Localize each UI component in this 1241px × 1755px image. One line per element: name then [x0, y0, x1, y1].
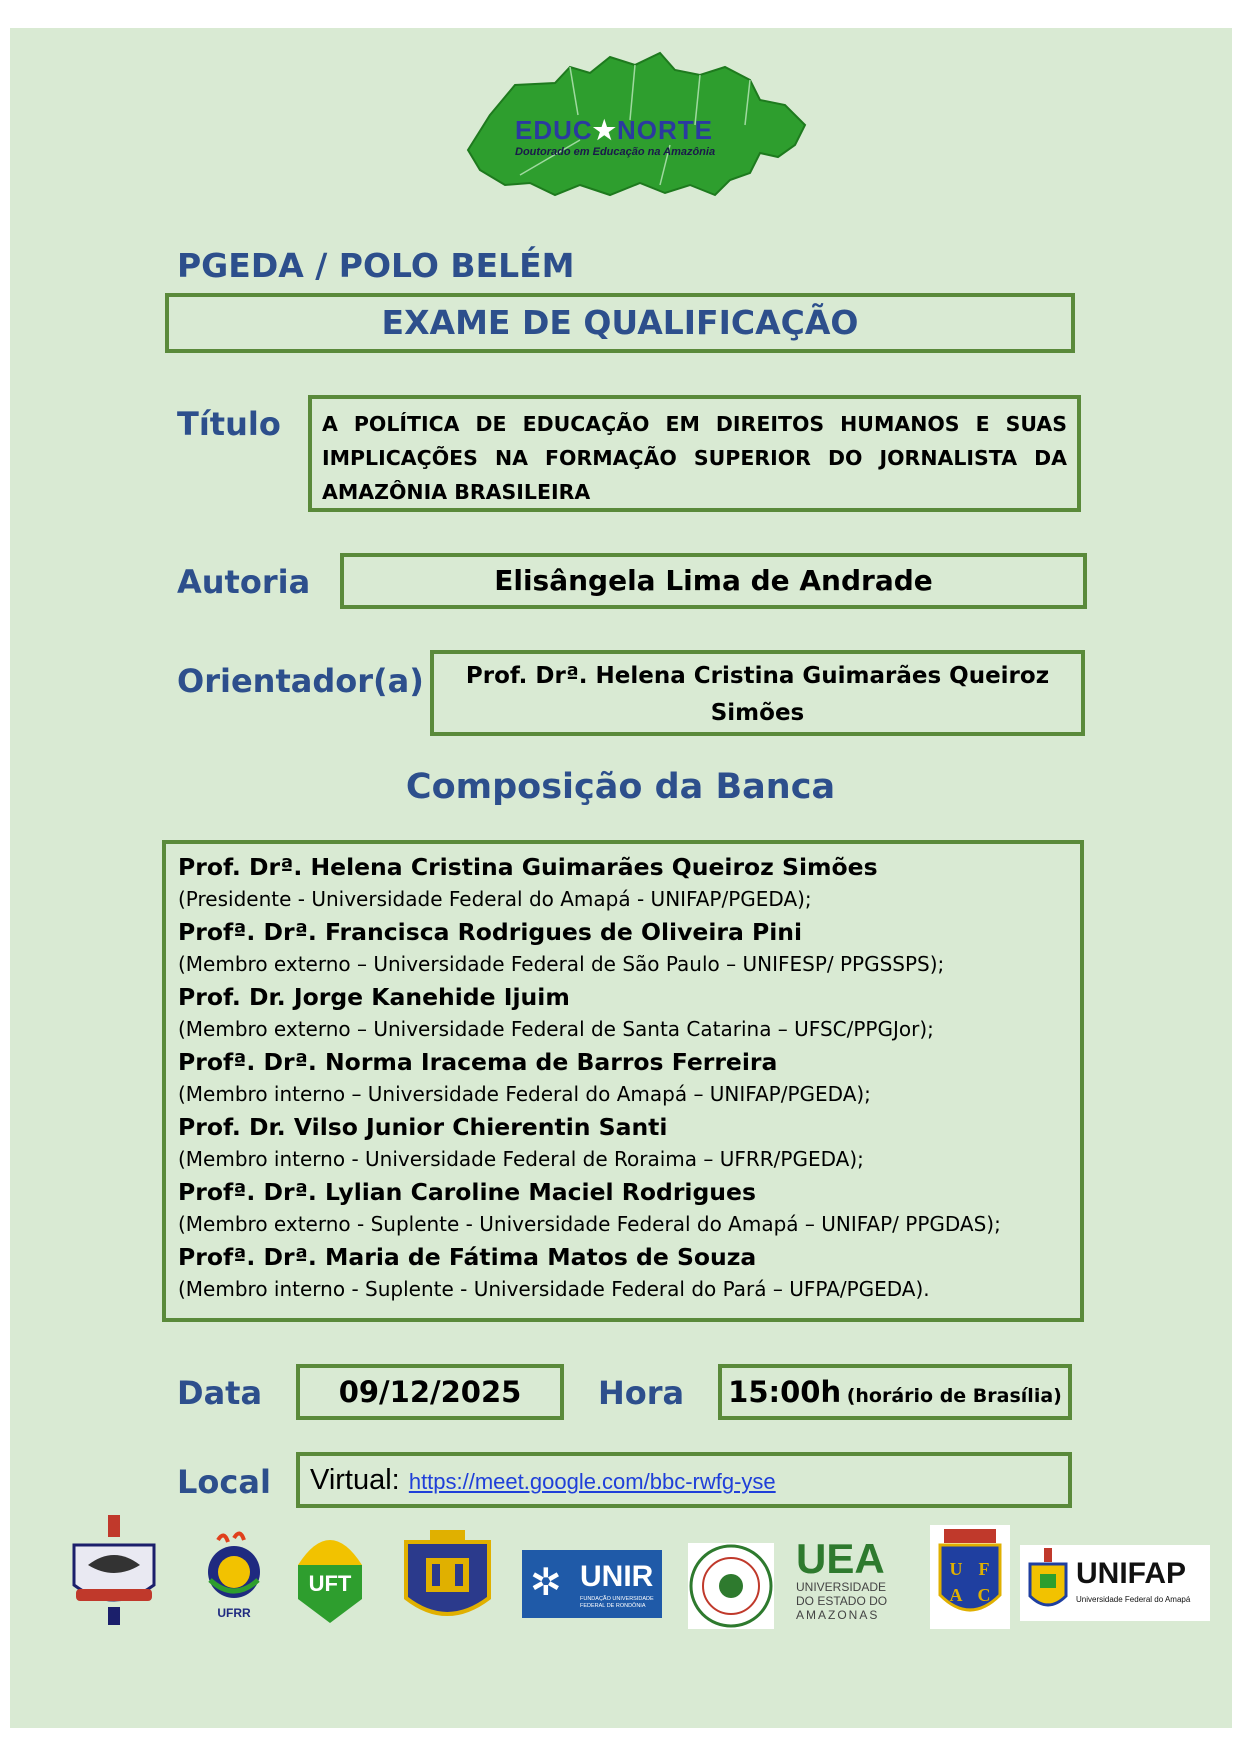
data-value: 09/12/2025	[338, 1375, 522, 1409]
banca-member-name: Prof. Drª. Helena Cristina Guimarães Queiroz Simões	[178, 853, 878, 881]
hora-label: Hora	[598, 1374, 685, 1412]
banca-member-role: (Presidente - Universidade Federal do Amapá - UNIFAP/PGEDA);	[178, 887, 812, 911]
exam-title-box	[165, 293, 1075, 353]
ufac-logo	[930, 1525, 1010, 1629]
banca-member-name: Profª. Drª. Francisca Rodrigues de Oliveira Pini	[178, 918, 803, 946]
banca-member-name: Prof. Dr. Vilso Junior Chierentin Santi	[178, 1113, 668, 1141]
banca-member-3	[178, 982, 1070, 1047]
unir-label: UNIR	[580, 1560, 654, 1593]
ufac-letter-f: F	[978, 1559, 990, 1579]
unifap-label: UNIFAP	[1076, 1557, 1187, 1590]
banca-member-5	[178, 1112, 1070, 1177]
unifap-logo	[1020, 1545, 1210, 1621]
local-label: Local	[177, 1463, 271, 1501]
ufam-seal-logo	[688, 1543, 774, 1629]
hora-box	[718, 1364, 1072, 1420]
uea-sub-3: AMAZONAS	[796, 1608, 880, 1622]
banca-member-1	[178, 852, 1070, 917]
ufac-letter-a: A	[949, 1585, 963, 1605]
hora-content	[722, 1368, 1068, 1421]
exam-title: EXAME DE QUALIFICAÇÃO	[381, 303, 859, 342]
autoria-box	[340, 553, 1087, 609]
ufrr-logo	[198, 1530, 270, 1626]
unir-sub: FUNDAÇÃO UNIVERSIDADE FEDERAL DE RONDÔNIA	[580, 1596, 654, 1609]
uft-label: UFT	[308, 1571, 352, 1596]
meeting-link[interactable]: https://meet.google.com/bbc-rwfg-yse	[408, 1469, 776, 1494]
data-box	[296, 1364, 564, 1420]
hora-note: (horário de Brasília)	[846, 1385, 1062, 1407]
hora-value: 15:00h	[728, 1375, 842, 1409]
logo-subtitle: Doutorado em Educação na Amazônia	[515, 146, 716, 158]
ufac-letter-u: U	[949, 1559, 963, 1579]
educnorte-logo	[460, 45, 830, 205]
banca-member-name: Prof. Dr. Jorge Kanehide Ijuim	[178, 983, 570, 1011]
data-label: Data	[177, 1374, 263, 1412]
ufpa-logo	[68, 1515, 160, 1627]
banca-member-7	[178, 1242, 1070, 1307]
orientador-value: Prof. Drª. Helena Cristina Guimarães Queiroz Simões	[465, 663, 1050, 726]
titulo-box	[308, 395, 1081, 512]
unifap-crest-icon	[1026, 1548, 1070, 1618]
banca-member-name: Profª. Drª. Lylian Caroline Maciel Rodrigues	[178, 1178, 756, 1206]
orientador-label: Orientador(a)	[177, 662, 424, 700]
ifap-crest-logo	[400, 1528, 495, 1628]
titulo-value: A POLÍTICA DE EDUCAÇÃO EM DIREITOS HUMANOS E SUAS IMPLICAÇÕES NA FORMAÇÃO SUPERIOR DO JORNALISTA DA AMAZÔNIA BRASILEIRA	[322, 412, 1067, 504]
banca-member-name: Profª. Drª. Norma Iracema de Barros Ferreira	[178, 1048, 778, 1076]
logo-brand-right: NORTE	[616, 115, 713, 145]
ufrr-label: UFRR	[217, 1606, 251, 1620]
banca-heading: Composição da Banca	[405, 767, 836, 807]
logo-brand-left: EDUC	[515, 115, 593, 145]
uea-sub-1: UNIVERSIDADE	[796, 1580, 887, 1594]
banca-member-6	[178, 1177, 1070, 1242]
banca-member-role: (Membro externo – Universidade Federal de Santa Catarina – UFSC/PPGJor);	[178, 1017, 934, 1041]
unir-logo	[522, 1550, 662, 1618]
star-icon: ★	[592, 115, 617, 145]
banca-member-role: (Membro interno – Universidade Federal do Amapá – UNIFAP/PGEDA);	[178, 1082, 871, 1106]
banca-member-role: (Membro interno - Universidade Federal de Roraima – UFRR/PGEDA);	[178, 1147, 864, 1171]
orientador-box	[430, 650, 1085, 736]
ufac-letter-c: C	[977, 1585, 991, 1605]
local-content	[310, 1456, 1058, 1508]
autoria-value: Elisângela Lima de Andrade	[494, 564, 933, 597]
uea-logo	[796, 1535, 896, 1630]
banca-member-role: (Membro interno - Suplente - Universidade Federal do Pará – UFPA/PGEDA).	[178, 1277, 930, 1301]
uea-label: UEA	[796, 1535, 885, 1582]
unifap-sub: Universidade Federal do Amapá	[1076, 1595, 1191, 1604]
banca-member-2	[178, 917, 1070, 982]
autoria-label: Autoria	[177, 563, 311, 601]
uft-logo	[290, 1525, 370, 1625]
titulo-label: Título	[177, 405, 281, 443]
unir-star-icon: ✲	[530, 1560, 562, 1604]
banca-member-role: (Membro externo – Universidade Federal de São Paulo – UNIFESP/ PPGSSPS);	[178, 952, 945, 976]
program-title: PGEDA / POLO BELÉM	[177, 246, 575, 285]
banca-box	[162, 840, 1084, 1322]
banca-member-name: Profª. Drª. Maria de Fátima Matos de Souza	[178, 1243, 757, 1271]
banca-member-role: (Membro externo - Suplente - Universidade Federal do Amapá – UNIFAP/ PPGDAS);	[178, 1212, 1001, 1236]
uea-sub-2: DO ESTADO DO	[796, 1594, 888, 1608]
local-prefix: Virtual:	[310, 1464, 400, 1496]
local-box	[296, 1452, 1072, 1508]
banca-member-4	[178, 1047, 1070, 1112]
